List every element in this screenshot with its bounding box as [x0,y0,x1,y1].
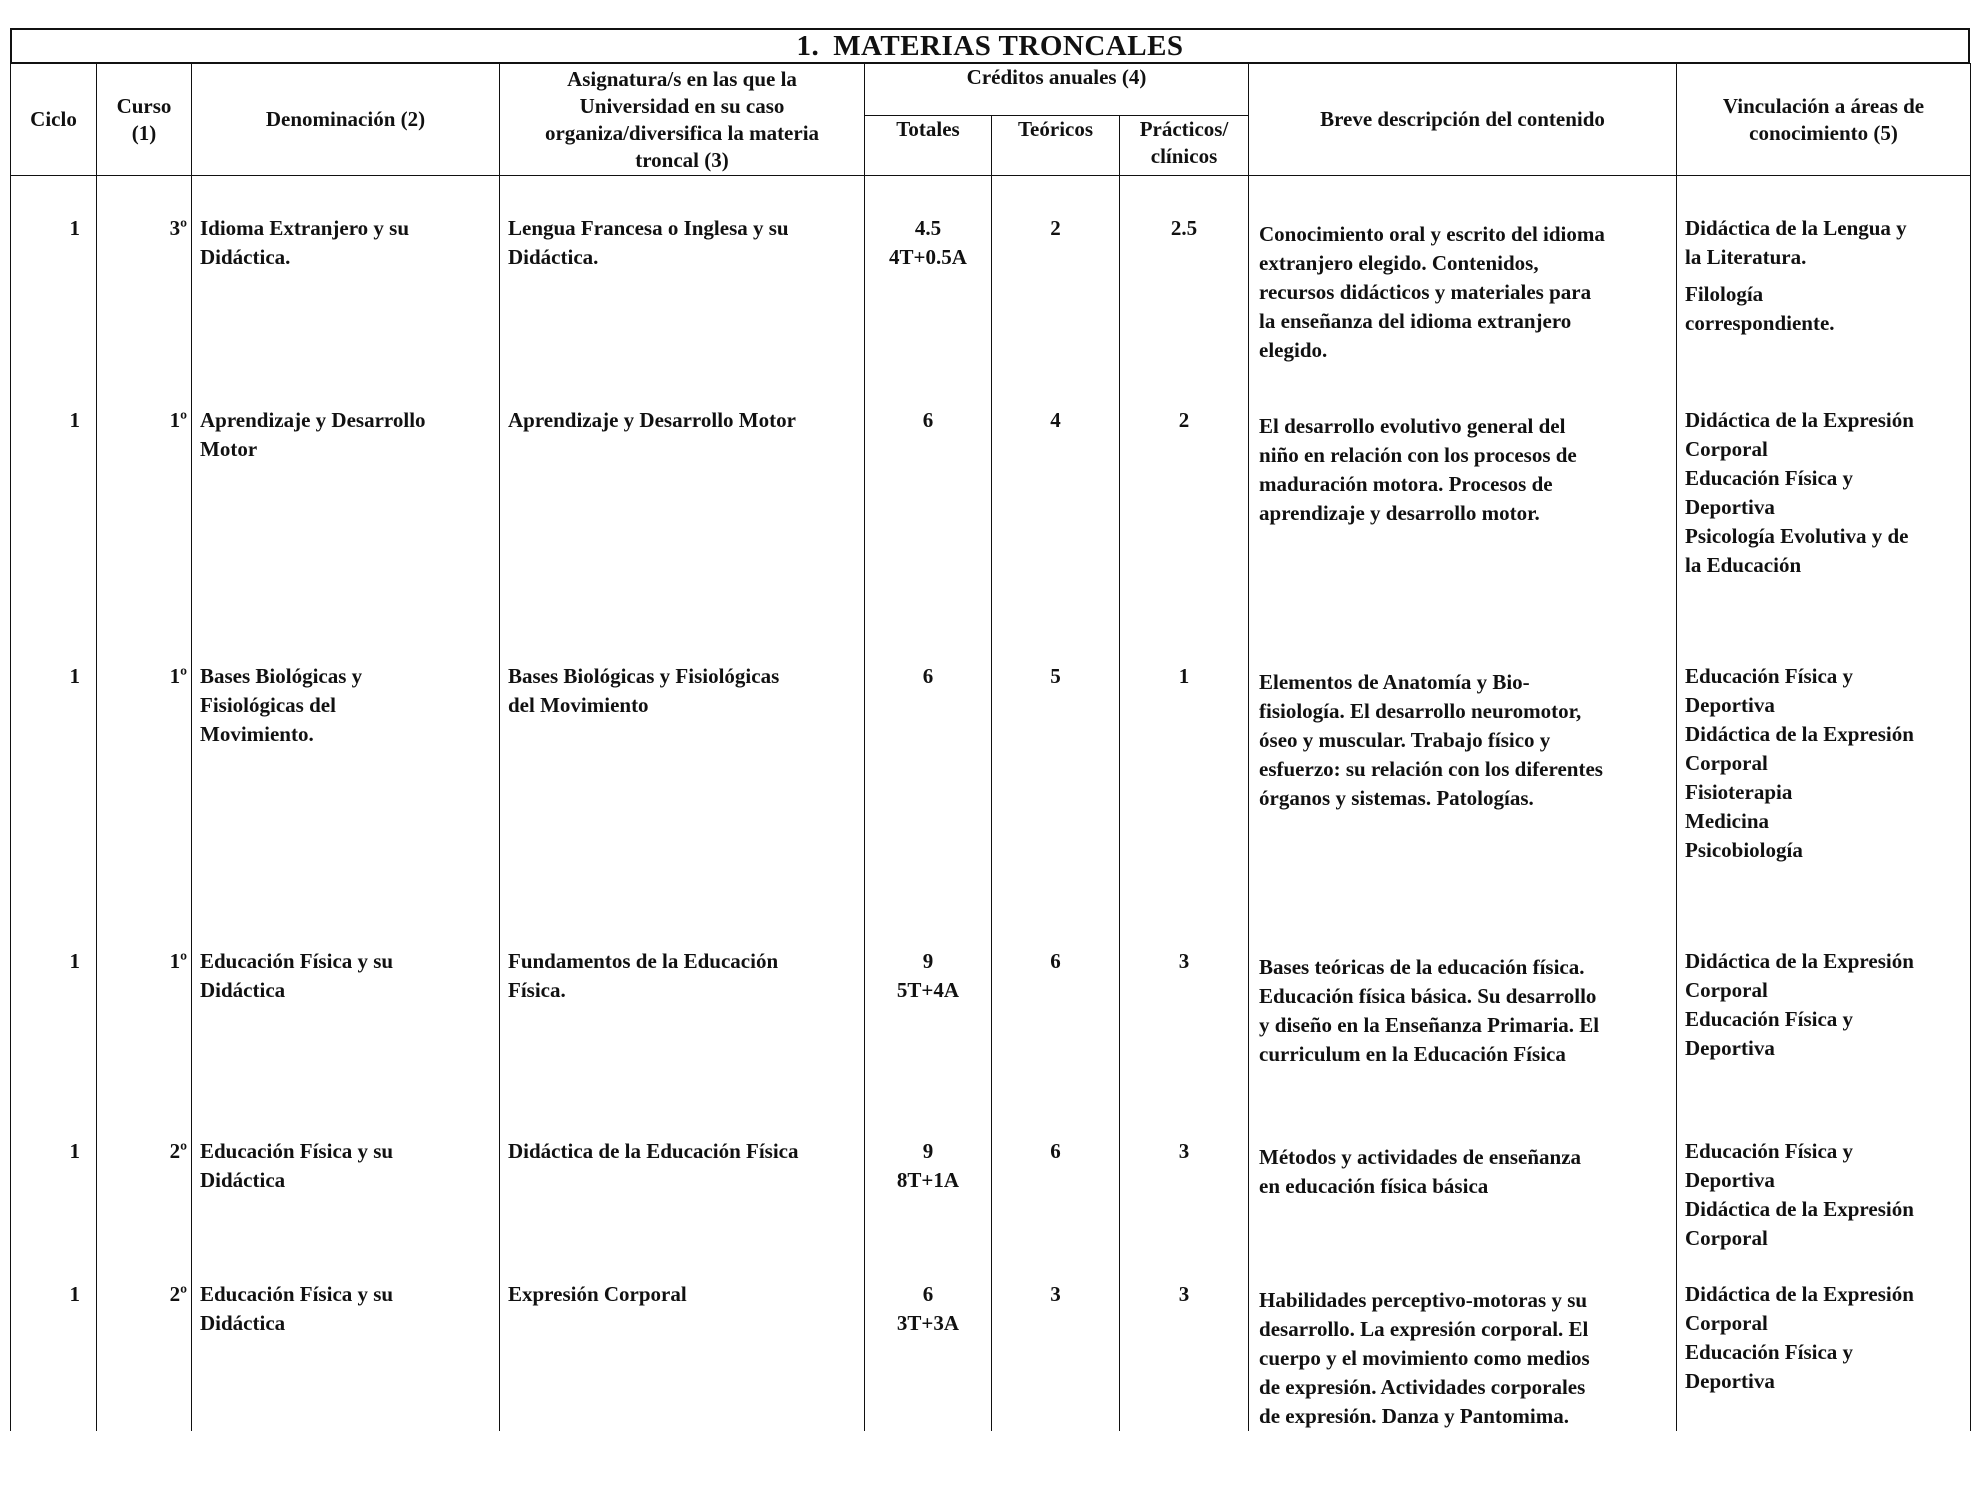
area-line: Educación Física y [1685,1138,1854,1163]
area-group [1685,947,1966,1063]
totales-line: 6 [922,1281,934,1306]
descripcion-cell [1249,176,1677,394]
descripcion-line: El desarrollo evolutivo general del [1259,413,1566,438]
totales-line: 9 [922,1138,934,1163]
area-group [1685,1280,1966,1396]
totales-line: 3T+3A [896,1310,960,1335]
table-row [11,1268,1971,1431]
practicos-cell: 3 [1120,935,1249,1125]
vinculacion-cell [1677,394,1971,650]
descripcion-line: desarrollo. La expresión corporal. El [1259,1316,1589,1341]
area-line: Didáctica de la Expresión [1685,721,1914,746]
denominacion-line: Fisiológicas del [200,692,336,717]
area-group [1685,406,1966,580]
header-totales: Totales [865,116,992,176]
vinculacion-cell [1677,1268,1971,1431]
area-line: Corporal [1685,977,1768,1002]
descripcion-line: de expresión. Actividades corporales [1259,1374,1586,1399]
area-line: Educación Física y [1685,663,1854,688]
asignatura-line: Fundamentos de la Educación [508,948,779,973]
area-line: Corporal [1685,1310,1768,1335]
area-line: Didáctica de la Expresión [1685,407,1914,432]
practicos-cell: 2 [1120,394,1249,650]
asignatura-cell [500,1268,865,1431]
header-asignatura-line2: Universidad en su caso [579,93,785,118]
denominacion-line: Didáctica. [200,245,291,269]
header-practicos-line1: Prácticos/ [1139,117,1229,141]
ciclo-cell: 1 [11,1268,97,1431]
descripcion-line: Habilidades perceptivo-motoras y su [1259,1287,1588,1312]
area-line: Psicobiología [1685,837,1803,862]
area-line: Didáctica de la Expresión [1685,1196,1914,1221]
area-line: Didáctica de la Expresión [1685,948,1914,973]
area-line: la Literatura. [1685,245,1807,269]
area-line: Educación Física y [1685,1006,1854,1031]
teoricos-cell: 6 [992,1125,1120,1268]
vinculacion-cell [1677,650,1971,935]
header-creditos: Créditos anuales (4) [865,64,1249,116]
area-line: Corporal [1685,1225,1768,1250]
area-line: Fisioterapia [1685,779,1793,804]
denominacion-line: Movimiento. [200,721,314,746]
denominacion-line: Educación Física y su [200,1138,394,1163]
area-group [1685,662,1966,865]
curso-cell: 2º [97,1268,192,1431]
descripcion-line: órganos y sistemas. Patologías. [1259,785,1534,810]
vinculacion-cell [1677,1125,1971,1268]
totales-line: 6 [922,407,934,432]
totales-cell [865,176,992,394]
descripcion-cell [1249,1125,1677,1268]
ciclo-cell: 1 [11,650,97,935]
header-curso-line2: (1) [131,120,157,145]
denominacion-line: Didáctica [200,1310,286,1335]
denominacion-line: Didáctica [200,1167,286,1192]
header-descripcion: Breve descripción del contenido [1249,64,1677,176]
asignatura-line: Lengua Francesa o Inglesa y su [508,216,789,240]
section-title-text: MATERIAS TRONCALES [833,30,1184,62]
vinculacion-cell [1677,176,1971,394]
descripcion-line: Elementos de Anatomía y Bio- [1259,669,1530,694]
totales-cell [865,650,992,935]
denominacion-cell [192,650,500,935]
header-asignatura [500,64,865,176]
descripcion-line: Educación física básica. Su desarrollo [1259,983,1597,1008]
header-denominacion: Denominación (2) [192,64,500,176]
descripcion-line: Conocimiento oral y escrito del idioma [1259,222,1605,246]
area-line: Didáctica de la Expresión [1685,1281,1914,1306]
header-curso-line1: Curso [116,93,172,118]
descripcion-line: óseo y muscular. Trabajo físico y [1259,727,1551,752]
denominacion-cell [192,935,500,1125]
descripcion-cell [1249,650,1677,935]
curso-cell: 1º [97,650,192,935]
table-row [11,650,1971,935]
area-line: Deportiva [1685,494,1775,519]
area-line: Deportiva [1685,692,1775,717]
totales-cell [865,1125,992,1268]
denominacion-line: Bases Biológicas y [200,663,363,688]
section-number: 1. [796,30,820,62]
ciclo-cell: 1 [11,935,97,1125]
totales-line: 9 [922,948,934,973]
totales-line: 8T+1A [896,1167,960,1192]
area-line: Deportiva [1685,1368,1775,1393]
teoricos-cell: 6 [992,935,1120,1125]
header-asignatura-line1: Asignatura/s en las que la [567,66,797,91]
descripcion-line: aprendizaje y desarrollo motor. [1259,500,1540,525]
table-row [11,1125,1971,1268]
teoricos-cell: 5 [992,650,1120,935]
asignatura-cell [500,650,865,935]
table-row [11,394,1971,650]
asignatura-line: del Movimiento [508,692,649,717]
asignatura-line: Física. [508,977,566,1002]
totales-cell [865,1268,992,1431]
descripcion-line: recursos didácticos y materiales para [1259,280,1592,304]
area-line: Corporal [1685,750,1768,775]
area-group [1685,280,1966,338]
header-curso [97,64,192,176]
header-asignatura-line3: organiza/diversifica la materia [544,120,820,145]
vinculacion-cell [1677,935,1971,1125]
curso-cell: 1º [97,394,192,650]
descripcion-line: elegido. [1259,338,1328,362]
practicos-cell: 2.5 [1120,176,1249,394]
table-row [11,935,1971,1125]
descripcion-line: niño en relación con los procesos de [1259,442,1577,467]
header-ciclo: Ciclo [11,64,97,176]
denominacion-line: Didáctica [200,977,286,1002]
area-line: Corporal [1685,436,1768,461]
curso-cell: 2º [97,1125,192,1268]
header-vinculacion [1677,64,1971,176]
descripcion-line: Bases teóricas de la educación física. [1259,954,1585,979]
area-group [1685,1137,1966,1253]
descripcion-cell [1249,1268,1677,1431]
asignatura-line: Expresión Corporal [508,1281,687,1306]
header-practicos [1120,116,1249,176]
totales-cell [865,935,992,1125]
descripcion-line: de expresión. Danza y Pantomima. [1259,1403,1569,1428]
descripcion-line: Métodos y actividades de enseñanza [1259,1144,1582,1169]
totales-line: 5T+4A [896,977,960,1002]
descripcion-line: en educación física básica [1259,1173,1489,1198]
area-line: Didáctica de la Lengua y [1685,216,1907,240]
area-line: Filología [1685,282,1764,306]
descripcion-cell [1249,394,1677,650]
area-group [1685,214,1966,272]
ciclo-cell: 1 [11,176,97,394]
area-line: Educación Física y [1685,465,1854,490]
practicos-cell: 3 [1120,1268,1249,1431]
descripcion-line: y diseño en la Enseñanza Primaria. El [1259,1012,1600,1037]
area-line: la Educación [1685,552,1802,577]
curso-cell: 3º [97,176,192,394]
header-vinculacion-line1: Vinculación a áreas de [1722,93,1925,118]
teoricos-cell: 3 [992,1268,1120,1431]
denominacion-line: Educación Física y su [200,1281,394,1306]
practicos-cell: 1 [1120,650,1249,935]
section-title [10,28,1970,63]
descripcion-line: cuerpo y el movimiento como medios [1259,1345,1590,1370]
denominacion-line: Idioma Extranjero y su [200,216,410,240]
descripcion-line: esfuerzo: su relación con los diferentes [1259,756,1603,781]
descripcion-cell [1249,935,1677,1125]
asignatura-cell [500,394,865,650]
area-line: Psicología Evolutiva y de [1685,523,1909,548]
teoricos-cell: 2 [992,176,1120,394]
ciclo-cell: 1 [11,394,97,650]
denominacion-cell [192,176,500,394]
area-line: correspondiente. [1685,311,1835,335]
asignatura-line: Bases Biológicas y Fisiológicas [508,663,780,688]
totales-line: 6 [922,663,934,688]
asignatura-cell [500,1125,865,1268]
area-line: Deportiva [1685,1167,1775,1192]
asignatura-line: Didáctica. [508,245,599,269]
area-line: Medicina [1685,808,1770,833]
header-vinculacion-line2: conocimiento (5) [1749,120,1898,145]
totales-cell [865,394,992,650]
teoricos-cell: 4 [992,394,1120,650]
asignatura-line: Aprendizaje y Desarrollo Motor [508,407,796,432]
ciclo-cell: 1 [11,1125,97,1268]
asignatura-cell [500,176,865,394]
descripcion-line: curriculum en la Educación Física [1259,1041,1566,1066]
area-line: Deportiva [1685,1035,1775,1060]
asignatura-line: Didáctica de la Educación Física [508,1138,799,1163]
header-teoricos: Teóricos [992,116,1120,176]
practicos-cell: 3 [1120,1125,1249,1268]
table-header [11,64,1971,176]
materias-troncales-page [10,28,1970,1431]
table-body [11,176,1971,1431]
denominacion-cell [192,1268,500,1431]
denominacion-line: Motor [200,436,258,461]
totales-line: 4.5 [914,216,942,240]
table-row [11,176,1971,394]
header-asignatura-line4: troncal (3) [635,147,729,172]
descripcion-line: maduración motora. Procesos de [1259,471,1553,496]
materias-table [10,63,1971,1431]
header-practicos-line2: clínicos [1150,144,1218,168]
descripcion-line: fisiología. El desarrollo neuromotor, [1259,698,1582,723]
denominacion-cell [192,394,500,650]
denominacion-cell [192,1125,500,1268]
descripcion-line: extranjero elegido. Contenidos, [1259,251,1539,275]
area-line: Educación Física y [1685,1339,1854,1364]
totales-line: 4T+0.5A [889,245,967,269]
descripcion-line: la enseñanza del idioma extranjero [1259,309,1572,333]
denominacion-line: Aprendizaje y Desarrollo [200,407,426,432]
denominacion-line: Educación Física y su [200,948,394,973]
curso-cell: 1º [97,935,192,1125]
asignatura-cell [500,935,865,1125]
